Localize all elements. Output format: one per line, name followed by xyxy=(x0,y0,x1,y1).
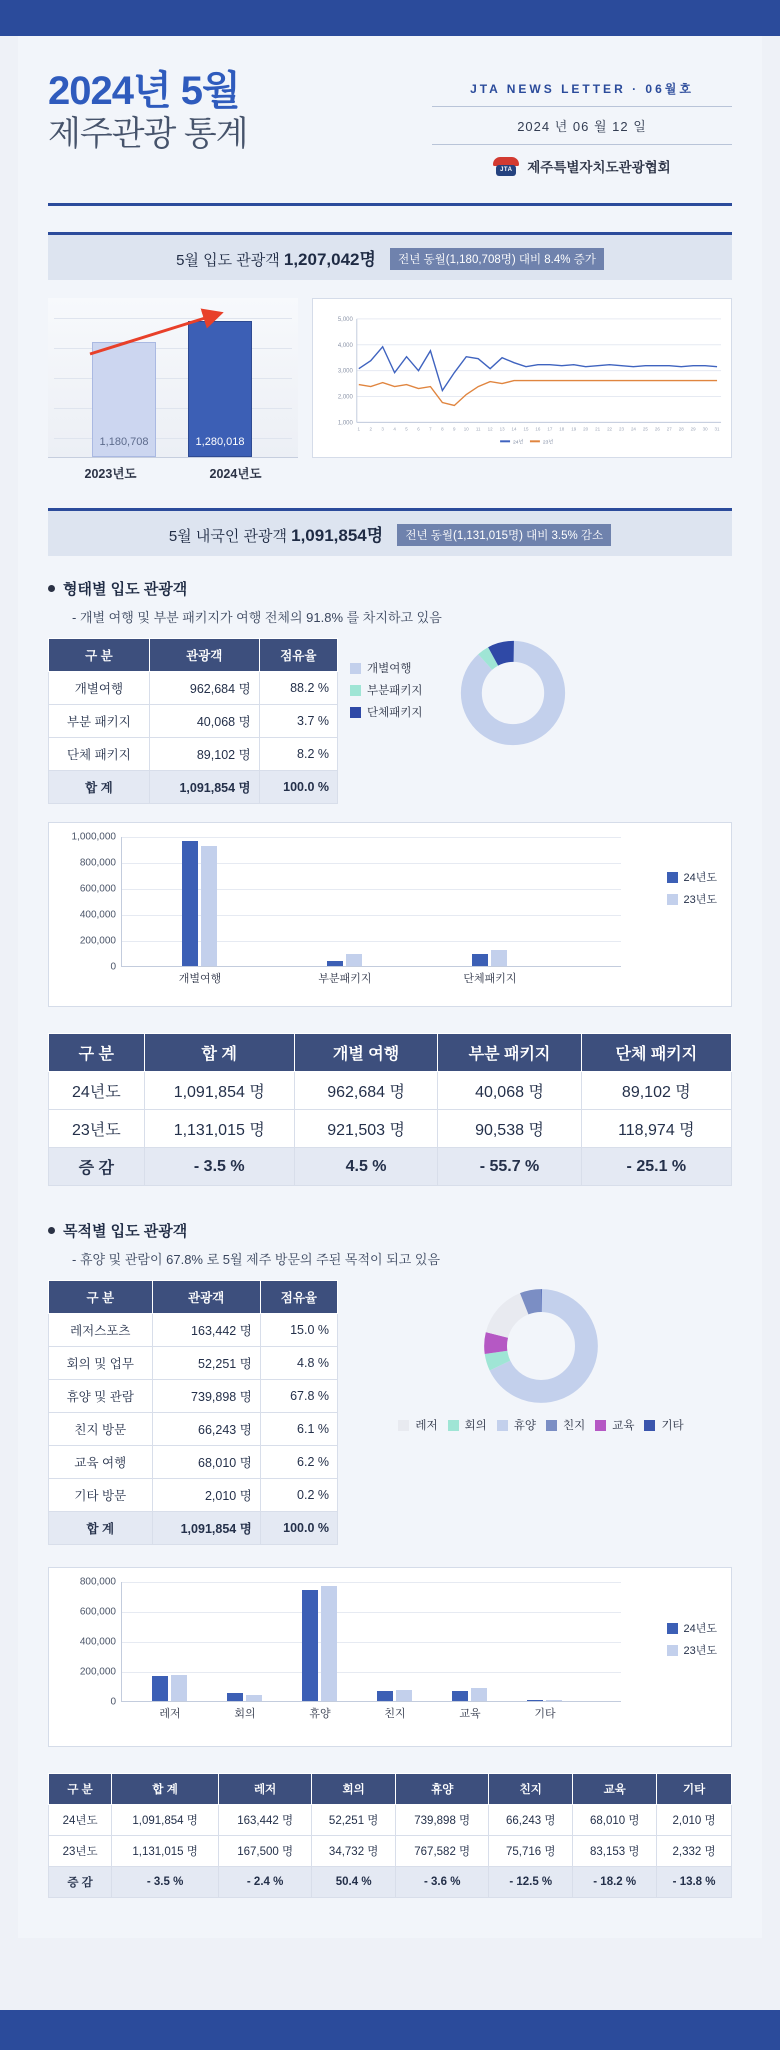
section1-band-prefix: 5월 입도 관광객 xyxy=(176,252,284,269)
svg-text:31: 31 xyxy=(714,426,720,432)
th: 합 계 xyxy=(144,1034,294,1072)
cell: 24년도 xyxy=(49,1072,145,1110)
cell: 3.7 % xyxy=(259,705,337,738)
cell: - 25.1 % xyxy=(581,1148,731,1186)
cell: 163,442 명 xyxy=(152,1314,260,1347)
section1-charts xyxy=(18,280,762,482)
type-table-and-donut xyxy=(18,626,762,804)
cell: 합 계 xyxy=(49,771,150,804)
cell: 89,102 명 xyxy=(581,1072,731,1110)
cell: 68,010 명 xyxy=(152,1446,260,1479)
cell: - 12.5 % xyxy=(489,1867,573,1898)
yearly-bar-chart xyxy=(48,298,298,482)
th: 부분 패키지 xyxy=(438,1034,581,1072)
cell: 0.2 % xyxy=(260,1479,337,1512)
bar-23-회의 xyxy=(246,1695,262,1701)
bar-23-개별여행 xyxy=(201,846,217,966)
cell: 1,091,854 명 xyxy=(152,1512,260,1545)
cell: 40,068 명 xyxy=(438,1072,581,1110)
cell: 1,091,854 명 xyxy=(112,1805,219,1836)
table-row xyxy=(49,1072,732,1110)
purpose-donut-wrap xyxy=(350,1280,732,1439)
cell: 739,898 명 xyxy=(396,1805,489,1836)
bar-23-레저 xyxy=(171,1675,187,1701)
svg-text:1: 1 xyxy=(357,426,361,432)
cell: 50.4 % xyxy=(312,1867,396,1898)
cell: 교육 여행 xyxy=(49,1446,153,1479)
svg-text:2,000: 2,000 xyxy=(337,394,353,401)
daily-line-plot xyxy=(313,299,731,458)
th: 회의 xyxy=(312,1774,396,1805)
table-row xyxy=(49,1347,338,1380)
organization-name: 제주특별자치도관광협회 xyxy=(527,160,671,175)
svg-text:5,000: 5,000 xyxy=(337,316,353,323)
table-row xyxy=(49,1446,338,1479)
cell: 합 계 xyxy=(49,1512,153,1545)
type-donut-chart xyxy=(458,638,568,748)
title-block xyxy=(48,70,432,154)
page-subtitle: 제주관광 통계 xyxy=(48,115,248,154)
cell: 34,732 명 xyxy=(312,1836,396,1867)
cell: 1,131,015 명 xyxy=(144,1110,294,1148)
cell: 52,251 명 xyxy=(152,1347,260,1380)
type-table xyxy=(48,638,338,804)
cell: 부분 패키지 xyxy=(49,705,150,738)
xlabel-2024: 2024년도 xyxy=(209,467,262,481)
cell: 15.0 % xyxy=(260,1314,337,1347)
cell: 52,251 명 xyxy=(312,1805,396,1836)
svg-text:7: 7 xyxy=(429,426,432,432)
cell: 회의 및 업무 xyxy=(49,1347,153,1380)
bar-24-개별여행 xyxy=(182,841,198,966)
table-row xyxy=(49,1110,732,1148)
xlabel: 개별여행 xyxy=(178,973,222,985)
svg-text:18: 18 xyxy=(559,426,565,432)
svg-text:28: 28 xyxy=(678,426,684,432)
organization xyxy=(432,145,732,177)
section2-badge: 전년 동월(1,131,015명) 대비 3.5% 감소 xyxy=(397,524,611,546)
purpose-table xyxy=(48,1280,338,1545)
svg-text:20: 20 xyxy=(583,426,589,432)
section1-badge: 전년 동월(1,180,708명) 대비 8.4% 증가 xyxy=(390,248,604,270)
purpose-grouped-plot xyxy=(79,1576,621,1720)
cell: 증 감 xyxy=(49,1867,112,1898)
cell: - 3.5 % xyxy=(112,1867,219,1898)
svg-text:25: 25 xyxy=(642,426,648,432)
bar-24-레저 xyxy=(152,1676,168,1701)
sheet xyxy=(18,36,762,1938)
th: 합 계 xyxy=(112,1774,219,1805)
cell: 89,102 명 xyxy=(149,738,259,771)
svg-text:9: 9 xyxy=(453,426,456,432)
table-row xyxy=(49,1836,732,1867)
legend-label: 24년도 xyxy=(683,1623,717,1635)
legend-label: 교육 xyxy=(612,1420,635,1432)
svg-text:16: 16 xyxy=(535,426,541,432)
legend-label: 회의 xyxy=(464,1420,487,1432)
th: 개별 여행 xyxy=(294,1034,437,1072)
ytick: 800,000 xyxy=(79,857,116,869)
svg-text:3: 3 xyxy=(381,426,384,432)
xlabel: 친지 xyxy=(384,1708,406,1720)
table-row xyxy=(49,1413,338,1446)
legend-label: 개별여행 xyxy=(367,663,412,675)
th: 휴양 xyxy=(396,1774,489,1805)
type-summary-table-wrap xyxy=(48,1033,732,1186)
svg-text:5: 5 xyxy=(405,426,408,432)
cell: 증 감 xyxy=(49,1148,145,1186)
bar-24-교육 xyxy=(452,1691,468,1701)
bar-24-기타 xyxy=(527,1700,543,1701)
xlabel: 부분패키지 xyxy=(318,973,372,985)
cell: 기타 방문 xyxy=(49,1479,153,1512)
bar-24-단체패키지 xyxy=(472,954,488,966)
svg-text:1,000: 1,000 xyxy=(337,420,353,427)
ytick: 1,000,000 xyxy=(71,831,116,843)
type-section-title: 형태별 입도 관광객 xyxy=(63,581,188,598)
cell: - 18.2 % xyxy=(573,1867,657,1898)
cell: 40,068 명 xyxy=(149,705,259,738)
table-row xyxy=(49,672,338,705)
xlabel: 휴양 xyxy=(309,1708,331,1720)
purpose-section-title: 목적별 입도 관광객 xyxy=(63,1223,188,1240)
legend-label: 단체패키지 xyxy=(367,707,423,719)
section2-band-value: 1,091,854명 xyxy=(291,526,384,545)
section1-band xyxy=(48,232,732,280)
cell: 88.2 % xyxy=(259,672,337,705)
svg-text:13: 13 xyxy=(499,426,505,432)
svg-text:4,000: 4,000 xyxy=(337,342,353,349)
svg-text:26: 26 xyxy=(654,426,660,432)
bar-23-친지 xyxy=(396,1690,412,1701)
daily-line-chart xyxy=(312,298,732,458)
cell: 921,503 명 xyxy=(294,1110,437,1148)
svg-text:2: 2 xyxy=(369,426,372,432)
xlabel: 단체패키지 xyxy=(463,973,517,985)
cell: 66,243 명 xyxy=(489,1805,573,1836)
svg-text:3,000: 3,000 xyxy=(337,368,353,375)
purpose-donut-chart xyxy=(481,1286,601,1406)
svg-text:8: 8 xyxy=(441,426,444,432)
type-grouped-bar-chart xyxy=(48,822,732,1007)
cell: 4.8 % xyxy=(260,1347,337,1380)
svg-text:17: 17 xyxy=(547,426,553,432)
th: 점유율 xyxy=(260,1281,337,1314)
table-row xyxy=(49,1314,338,1347)
cell: 6.1 % xyxy=(260,1413,337,1446)
cell: 1,131,015 명 xyxy=(112,1836,219,1867)
cell: 83,153 명 xyxy=(573,1836,657,1867)
header xyxy=(18,36,762,191)
cell: - 13.8 % xyxy=(657,1867,732,1898)
svg-text:24: 24 xyxy=(630,426,636,432)
svg-text:4: 4 xyxy=(393,426,396,432)
table-row xyxy=(49,1380,338,1413)
cell: 레저스포츠 xyxy=(49,1314,153,1347)
cell: 2,332 명 xyxy=(657,1836,732,1867)
ytick: 200,000 xyxy=(79,935,116,947)
purpose-summary-table xyxy=(48,1773,732,1898)
svg-text:12: 12 xyxy=(487,426,493,432)
svg-text:10: 10 xyxy=(463,426,469,432)
cell: 개별여행 xyxy=(49,672,150,705)
ytick: 200,000 xyxy=(79,1666,116,1678)
svg-text:27: 27 xyxy=(666,426,672,432)
th: 구 분 xyxy=(49,1774,112,1805)
purpose-summary-table-wrap xyxy=(48,1773,732,1898)
cell: - 3.5 % xyxy=(144,1148,294,1186)
cell: - 2.4 % xyxy=(219,1867,312,1898)
table-row-diff xyxy=(49,1148,732,1186)
svg-text:11: 11 xyxy=(475,426,481,432)
legend-label: 휴양 xyxy=(513,1420,536,1432)
table-row xyxy=(49,705,338,738)
cell: 739,898 명 xyxy=(152,1380,260,1413)
table-row xyxy=(49,1479,338,1512)
header-meta xyxy=(432,70,732,177)
bar-24-회의 xyxy=(227,1693,243,1701)
legend-label: 기타 xyxy=(661,1420,684,1432)
th: 구 분 xyxy=(49,1281,153,1314)
svg-text:30: 30 xyxy=(702,426,708,432)
growth-arrow-icon xyxy=(48,298,298,458)
table-row xyxy=(49,738,338,771)
table-row-total xyxy=(49,771,338,804)
th: 단체 패키지 xyxy=(581,1034,731,1072)
type-chart-legend xyxy=(667,869,718,913)
header-divider xyxy=(48,203,732,206)
xlabel: 기타 xyxy=(534,1708,556,1720)
bar-23-단체패키지 xyxy=(491,950,507,966)
bar-24-친지 xyxy=(377,1691,393,1701)
cell: 167,500 명 xyxy=(219,1836,312,1867)
legend-label: 레저 xyxy=(415,1420,438,1432)
type-section-note: - 개별 여행 및 부분 패키지가 여행 전체의 91.8% 를 차지하고 있음 xyxy=(72,610,442,625)
page-title: 2024년 5월 xyxy=(48,69,240,113)
ytick: 400,000 xyxy=(79,1636,116,1648)
bullet-dot-icon xyxy=(48,585,55,592)
bar-23-부분패키지 xyxy=(346,954,362,966)
line-legend-24: 24년 xyxy=(513,440,524,446)
th: 교육 xyxy=(573,1774,657,1805)
ytick: 0 xyxy=(110,961,116,973)
type-table-th-1: 관광객 xyxy=(149,639,259,672)
logo-text: JTA xyxy=(496,165,516,176)
legend-label: 친지 xyxy=(563,1420,586,1432)
svg-text:19: 19 xyxy=(571,426,577,432)
th: 친지 xyxy=(489,1774,573,1805)
ytick: 400,000 xyxy=(79,909,116,921)
cell: 1,091,854 명 xyxy=(144,1072,294,1110)
line-legend-23: 23년 xyxy=(542,440,554,446)
legend-label: 23년도 xyxy=(683,894,717,906)
top-band xyxy=(0,0,780,36)
cell: 100.0 % xyxy=(259,771,337,804)
purpose-table-and-donut xyxy=(18,1268,762,1545)
cell: 24년도 xyxy=(49,1805,112,1836)
purpose-grouped-bar-chart xyxy=(48,1567,732,1747)
type-donut-legend xyxy=(350,638,446,726)
cell: 100.0 % xyxy=(260,1512,337,1545)
cell: 8.2 % xyxy=(259,738,337,771)
cell: - 55.7 % xyxy=(438,1148,581,1186)
th: 기타 xyxy=(657,1774,732,1805)
cell: - 3.6 % xyxy=(396,1867,489,1898)
bullet-dot-icon xyxy=(48,1227,55,1234)
table-row-diff xyxy=(49,1867,732,1898)
svg-text:6: 6 xyxy=(417,426,420,432)
type-grouped-plot xyxy=(71,831,621,985)
cell: 67.8 % xyxy=(260,1380,337,1413)
bar-24-휴양 xyxy=(302,1590,318,1701)
svg-text:22: 22 xyxy=(607,426,613,432)
newsletter-label: JTA NEWS LETTER · 06월호 xyxy=(470,82,694,96)
cell: 962,684 명 xyxy=(149,672,259,705)
cell: 6.2 % xyxy=(260,1446,337,1479)
legend-label: 부분패키지 xyxy=(367,685,423,697)
cell: 휴양 및 관람 xyxy=(49,1380,153,1413)
bar-24-부분패키지 xyxy=(327,961,343,966)
ytick: 600,000 xyxy=(79,1606,116,1618)
th: 레저 xyxy=(219,1774,312,1805)
type-table-th-2: 점유율 xyxy=(259,639,337,672)
yearly-bar-plot xyxy=(48,298,298,458)
svg-text:14: 14 xyxy=(511,426,517,432)
cell: 단체 패키지 xyxy=(49,738,150,771)
cell: 1,091,854 명 xyxy=(149,771,259,804)
svg-text:23: 23 xyxy=(619,426,625,432)
bar-2024-value: 1,280,018 xyxy=(195,436,245,448)
cell: 친지 방문 xyxy=(49,1413,153,1446)
xlabel: 교육 xyxy=(459,1708,481,1720)
cell: 118,974 명 xyxy=(581,1110,731,1148)
table-row-total xyxy=(49,1512,338,1545)
xlabel: 레저 xyxy=(159,1708,181,1720)
legend-label: 24년도 xyxy=(683,872,717,884)
bottom-band xyxy=(0,2010,780,2050)
cell: 66,243 명 xyxy=(152,1413,260,1446)
cell: 767,582 명 xyxy=(396,1836,489,1867)
type-summary-table xyxy=(48,1033,732,1186)
type-section-heading xyxy=(48,578,732,599)
section2-band-prefix: 5월 내국인 관광객 xyxy=(168,528,292,545)
bar-23-휴양 xyxy=(321,1586,337,1701)
cell: 68,010 명 xyxy=(573,1805,657,1836)
section1-band-value: 1,207,042명 xyxy=(283,250,376,269)
ytick: 0 xyxy=(110,1696,116,1708)
cell: 2,010 명 xyxy=(152,1479,260,1512)
yearly-bar-xlabels xyxy=(48,464,298,482)
purpose-chart-legend xyxy=(667,1620,718,1664)
cell: 75,716 명 xyxy=(489,1836,573,1867)
cell: 163,442 명 xyxy=(219,1805,312,1836)
jta-logo-icon xyxy=(493,155,519,177)
th: 관광객 xyxy=(152,1281,260,1314)
publish-date: 2024 년 06 월 12 일 xyxy=(432,106,732,145)
bar-23-기타 xyxy=(546,1700,562,1701)
type-table-th-0: 구 분 xyxy=(49,639,150,672)
cell: 23년도 xyxy=(49,1110,145,1148)
xlabel-2023: 2023년도 xyxy=(84,467,137,481)
cell: 4.5 % xyxy=(294,1148,437,1186)
svg-text:29: 29 xyxy=(690,426,696,432)
purpose-section-heading xyxy=(48,1220,732,1241)
ytick: 800,000 xyxy=(79,1576,116,1588)
section2-band xyxy=(48,508,732,556)
svg-text:21: 21 xyxy=(595,426,601,432)
svg-text:15: 15 xyxy=(523,426,529,432)
xlabel: 회의 xyxy=(234,1708,256,1720)
ytick: 600,000 xyxy=(79,883,116,895)
cell: 90,538 명 xyxy=(438,1110,581,1148)
cell: 23년도 xyxy=(49,1836,112,1867)
th: 구 분 xyxy=(49,1034,145,1072)
cell: 962,684 명 xyxy=(294,1072,437,1110)
legend-label: 23년도 xyxy=(683,1645,717,1657)
bar-2023-value: 1,180,708 xyxy=(99,436,149,448)
purpose-section-note: - 휴양 및 관람이 67.8% 로 5월 제주 방문의 주된 목적이 되고 있음 xyxy=(72,1252,441,1267)
table-row xyxy=(49,1805,732,1836)
cell: 2,010 명 xyxy=(657,1805,732,1836)
bar-23-교육 xyxy=(471,1688,487,1701)
purpose-donut-legend xyxy=(350,1417,732,1439)
